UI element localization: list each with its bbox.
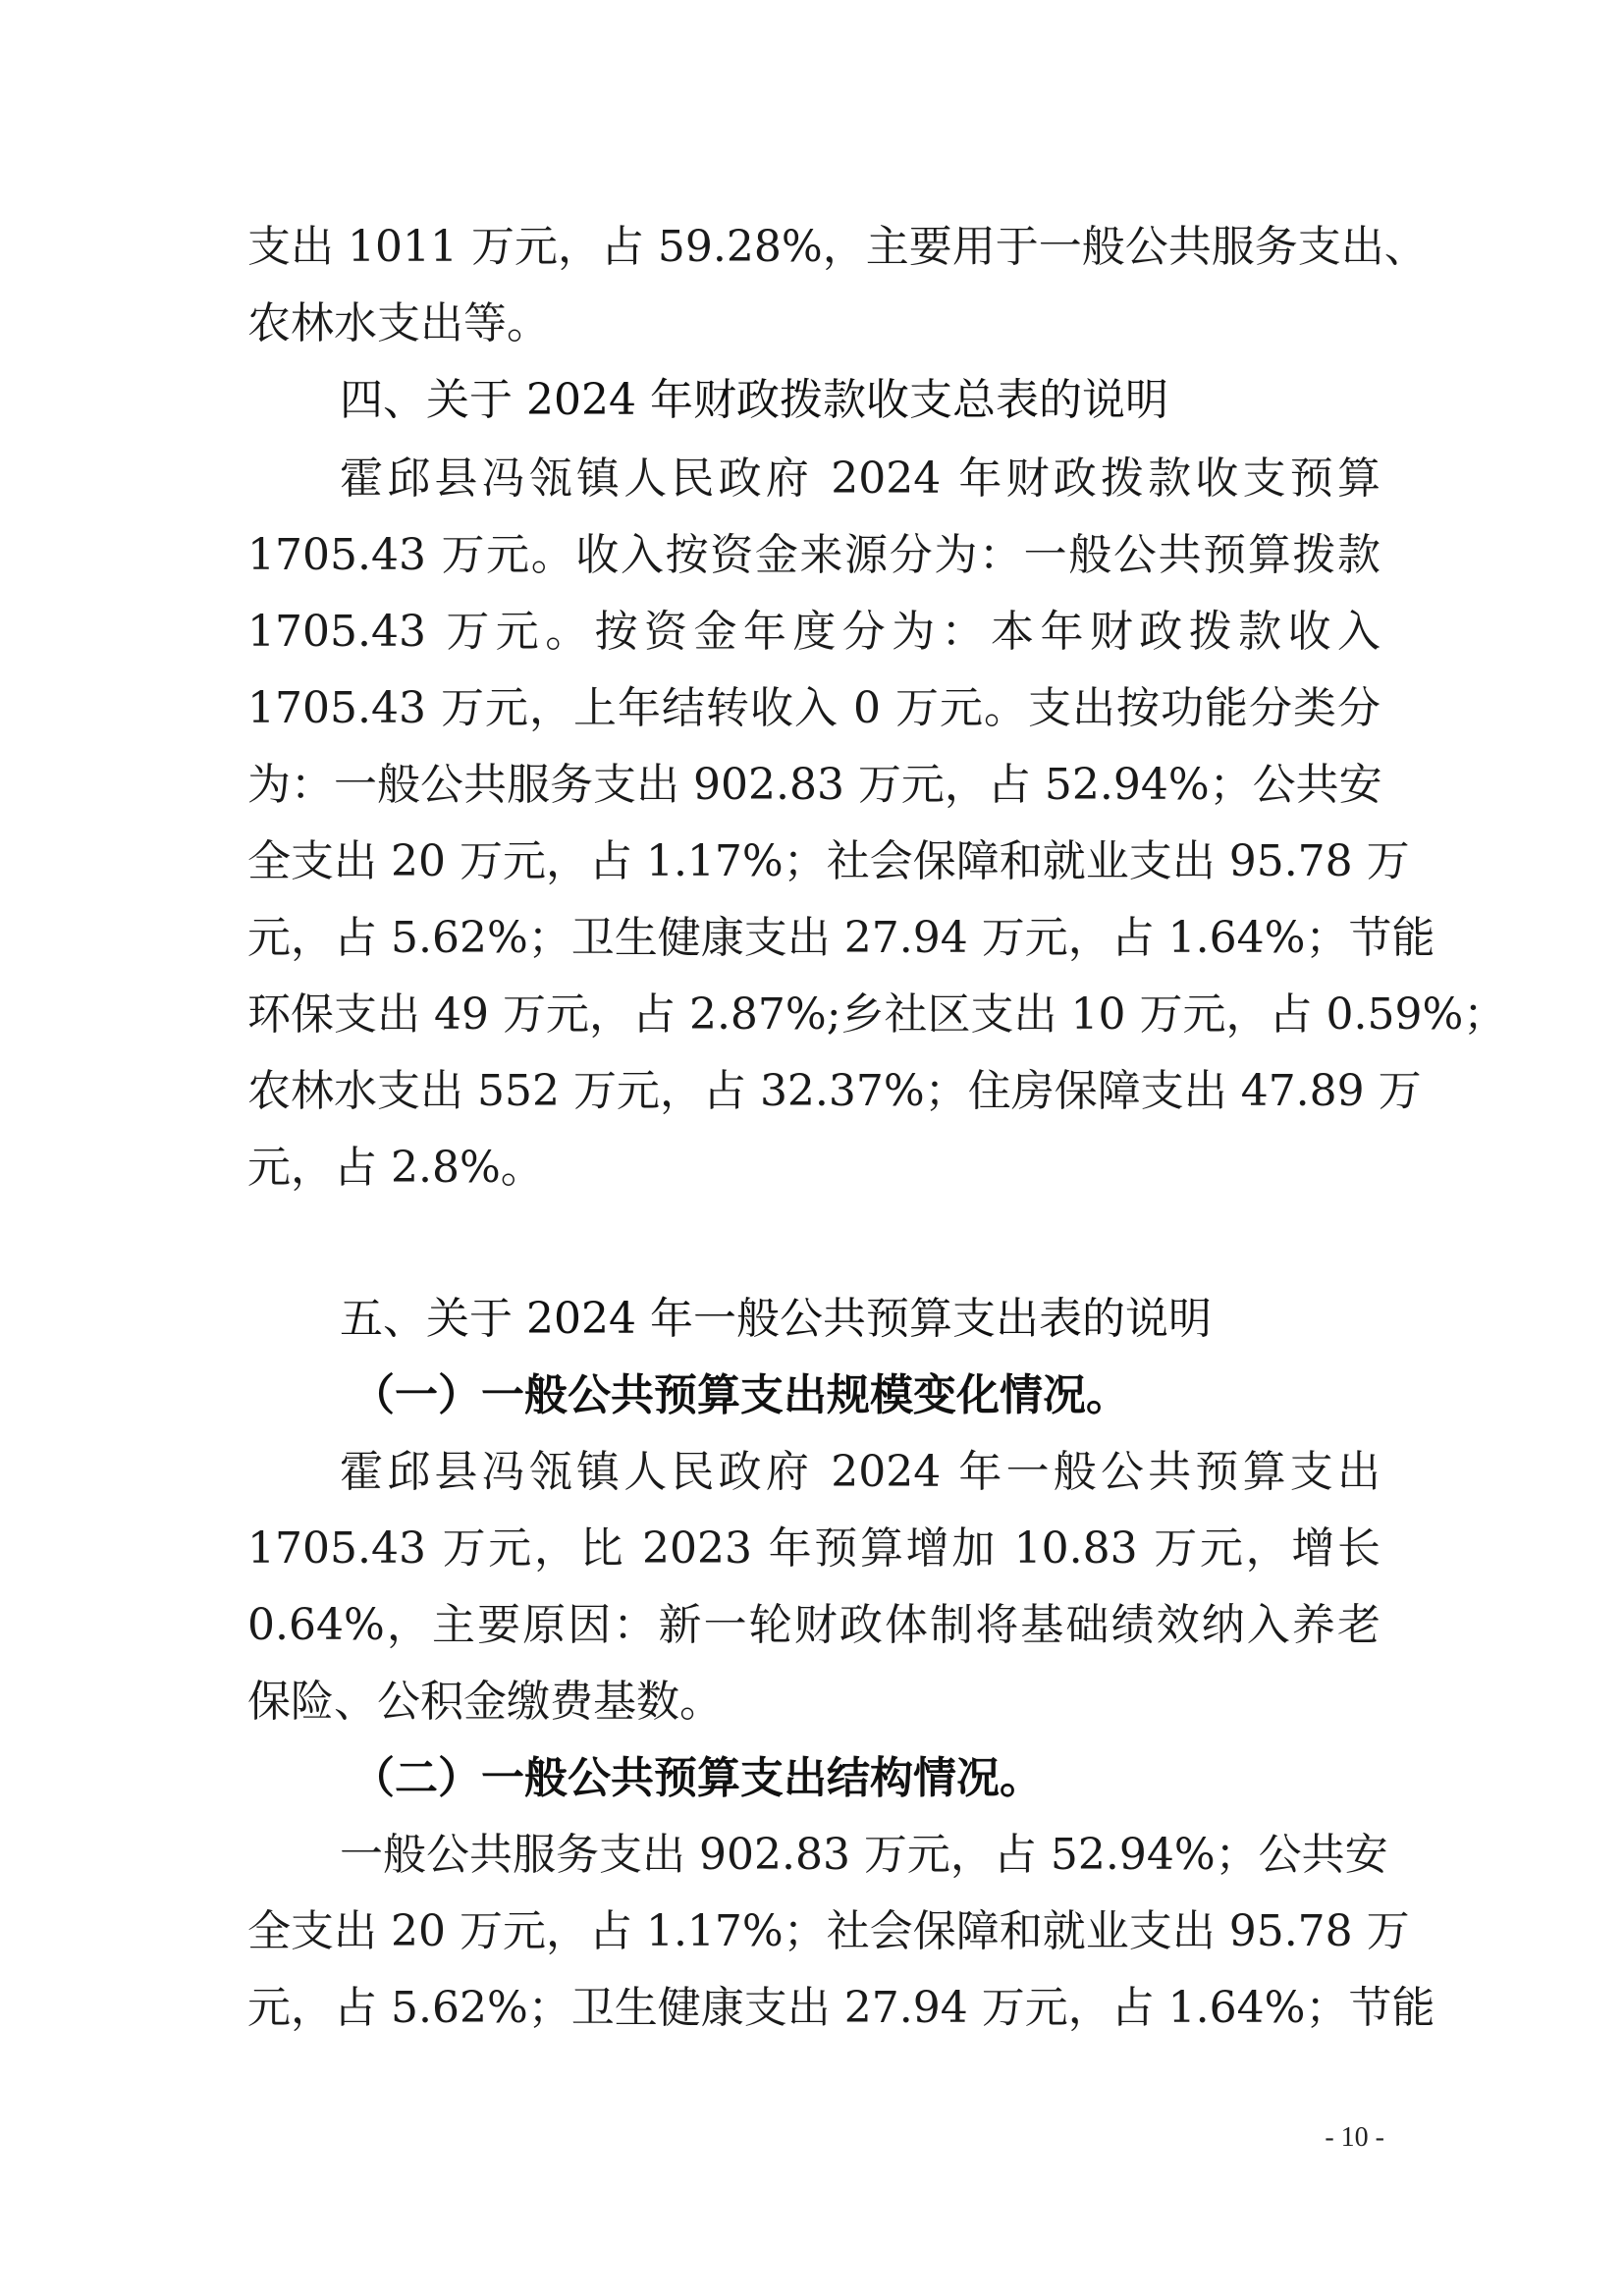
body-text-line: 农林水支出等。 <box>247 298 550 348</box>
body-text-line: 1705.43 万元，上年结转收入 0 万元。支出按功能分类分 <box>247 683 1380 733</box>
body-text-line: 一般公共服务支出 902.83 万元，占 52.94%；公共安 <box>340 1830 1388 1880</box>
subsection-heading: （一）一般公共预算支出规模变化情况。 <box>352 1370 1129 1420</box>
body-text-line: 农林水支出 552 万元，占 32.37%；住房保障支出 47.89 万 <box>247 1066 1422 1116</box>
body-text-line: 全支出 20 万元，占 1.17%；社会保障和就业支出 95.78 万 <box>247 1906 1410 1956</box>
body-text-line: 1705.43 万元。按资金年度分为：本年财政拨款收入 <box>247 607 1380 657</box>
page-number: - 10 - <box>1325 2122 1384 2153</box>
body-text-line: 全支出 20 万元，占 1.17%；社会保障和就业支出 95.78 万 <box>247 836 1410 886</box>
body-text-line: 保险、公积金缴费基数。 <box>247 1677 723 1727</box>
body-text-line: 元，占 2.8%。 <box>247 1143 544 1193</box>
body-text-line: 霍邱县冯瓴镇人民政府 2024 年一般公共预算支出 <box>340 1447 1380 1497</box>
body-text-line: 0.64%，主要原因：新一轮财政体制将基础绩效纳入养老 <box>247 1600 1380 1650</box>
body-text-line: 霍邱县冯瓴镇人民政府 2024 年财政拨款收支预算 <box>340 454 1380 504</box>
body-text-line: 1705.43 万元。收入按资金来源分为：一般公共预算拨款 <box>247 530 1380 580</box>
subsection-heading: （二）一般公共预算支出结构情况。 <box>352 1753 1043 1803</box>
body-text-line: 元，占 5.62%；卫生健康支出 27.94 万元，占 1.64%；节能 <box>247 913 1435 963</box>
body-text-line: 支出 1011 万元，占 59.28%，主要用于一般公共服务支出、 <box>247 222 1428 272</box>
body-text-line: 为：一般公共服务支出 902.83 万元，占 52.94%；公共安 <box>247 760 1382 810</box>
section-heading: 五、关于 2024 年一般公共预算支出表的说明 <box>340 1294 1212 1344</box>
body-text-line: 元，占 5.62%；卫生健康支出 27.94 万元，占 1.64%；节能 <box>247 1983 1435 2033</box>
body-text-line: 1705.43 万元，比 2023 年预算增加 10.83 万元，增长 <box>247 1523 1380 1574</box>
section-heading: 四、关于 2024 年财政拨款收支总表的说明 <box>340 375 1168 425</box>
body-text-line: 环保支出 49 万元，占 2.87%;乡社区支出 10 万元，占 0.59%； <box>247 989 1507 1040</box>
